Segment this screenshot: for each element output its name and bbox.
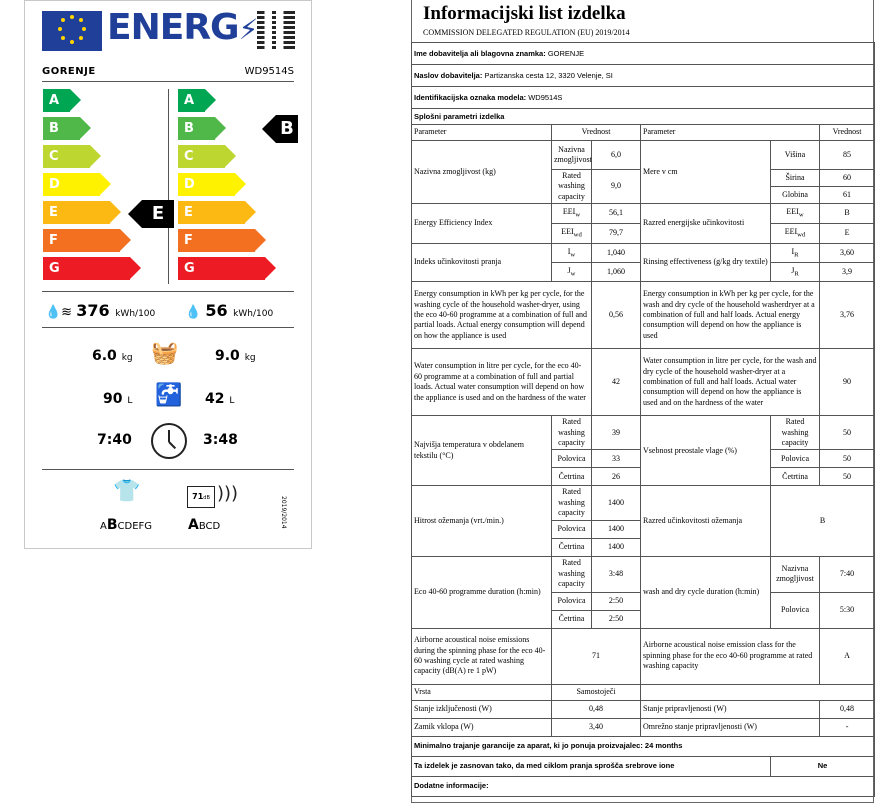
wash-class-bar-d: D bbox=[43, 173, 100, 196]
washdry-class-indicator: B bbox=[276, 115, 298, 143]
washdry-class-bar-c: C bbox=[178, 145, 225, 168]
wash-class-bar-f: F bbox=[43, 229, 120, 252]
wash-duration: 7:40 bbox=[97, 432, 132, 448]
spin-tshirt-icon: 👕 bbox=[113, 479, 141, 504]
wash-class-bar-c: C bbox=[43, 145, 90, 168]
washdry-class-bar-b: B bbox=[178, 117, 215, 140]
wash-class-indicator: E bbox=[142, 200, 174, 228]
wash-class-bar-e: E bbox=[43, 201, 110, 224]
laundry-basket-icon: 🧺 bbox=[151, 341, 179, 366]
wash-water: 90 L bbox=[103, 391, 133, 407]
sheet-regulation: COMMISSION DELEGATED REGULATION (EU) 2019/2014 bbox=[423, 28, 630, 37]
dry-capacity: 9.0 kg bbox=[215, 348, 256, 364]
washdry-class-bar-a: A bbox=[178, 89, 205, 112]
product-information-sheet bbox=[411, 0, 874, 803]
dry-water: 42 L bbox=[205, 391, 235, 407]
speaker-sound-icon: ))) bbox=[217, 483, 239, 504]
washdry-class-bar-g: G bbox=[178, 257, 265, 280]
noise-box: 71dB bbox=[187, 486, 215, 508]
spin-class-scale: ABCDEFG bbox=[100, 517, 153, 533]
washdry-duration: 3:48 bbox=[203, 432, 238, 448]
sheet-title: Informacijski list izdelka bbox=[423, 3, 626, 24]
clock-icon bbox=[151, 423, 187, 459]
washdry-energy: 💧 56 kWh/100 bbox=[185, 301, 274, 320]
energy-title: ENERG⚡ bbox=[107, 7, 258, 48]
sheet-table: Ime dobavitelja ali blagovna znamka: GORENJE Naslov dobavitelja: Partizanska cesta 12, 3320 Velenje, SI Identifikacijska oznaka modela: WD9514S Splošni parametri izdelka Parameter Vrednost Parameter Vrednost Nazivna zmogljivost (kg) Nazivna zmogljivost 6,0 Mere v cm Višina 85 Rated washing capacity 9,0 Širina 60 Globina 61 Energy Efficiency Index $EEI_w$ 56,1 Razred energijske učinkovitosti $EEI_w$ B $EEI_{wd}$ 79,7 $EEI_{wd}$ E Indeks učinkovitosti pranja $I_w$ 1,040 Rinsing effectiveness (g/kg dry textile) $I_R$ 3,60 $J_w$ 1,060 $J_R$ 3,9 Energy consumption in kWh per kg per cycle, for the washing cycle of the household washer-dryer, using the eco 40-60 programme at a combination of full and partial loads. Actual energy consumption will depend on how the appliance is used 0,56 Energy consumption in kWh per kg per cycle, for the wash and dry cycle of the household washerdryer at a combination of full and half loads. Actual energy consumption will depend on how the appliance is used 3,76 Water consumption in litre per cycle, for the eco 40-60 programme at a combination of full and partial loads. Actual water consumption will depend on how the appliance is used and on the hardness of the water 42 Water consumption in litre per cycle, for the wash and dry cycle of the household washer-dryer at a combination of full and half loads. Actual water consumption will depend on how the appliance is used and on the hardness of the water 90 Najvišja temperatura v obdelanem tekstilu (°C) Rated washing capacity 39 Vsebnost preostale vlage (%) Rated washing capacity 50 Polovica 33 Polovica 50 Četrtina 26 Četrtina 50 Hitrost ožemanja (vrt./min.) Rated washing capacity 1400 Razred učinkovitosti ožemanja B Polovica 1400 Četrtina 1400 Eco 40-60 programme duration (h:min) Rated washing capacity 3:48 wash and dry cycle duration (h:min) Nazivna zmogljivost 7:40 Polovica 2:50 Polovica 5:30 Četrtina 2:50 Airborne acoustical noise emissions during the spinning phase for the eco 40-60 washing cycle at rated washing capacity (dB(A) re 1 pW) 71 Airborne acoustical noise emission class for the spinning phase for the eco 40-60 programme at rated washing capacity A Vrsta Samostoječi Stanje izključenosti (W) 0,48 Stanje pripravljenosti (W) 0,48 Zamik vklopa (W) 3,40 Omrežno stanje pripravljenosti (W) - Minimalno trajanje garancije za aparat, ki jo ponuja proizvajalec: 24 months Ta izdelek je zasnovan tako, da med ciklom pranja sprošča srebrove ione Ne Dodatne informacije: bbox=[411, 42, 875, 797]
energy-label bbox=[24, 0, 312, 549]
washdry-class-bar-e: E bbox=[178, 201, 245, 224]
label-regulation: 2019/2014 bbox=[280, 496, 287, 529]
noise-class-scale: ABCD bbox=[188, 517, 221, 533]
label-model: WD9514S bbox=[244, 66, 294, 77]
wash-class-bar-g: G bbox=[43, 257, 130, 280]
label-brand: GORENJE bbox=[42, 66, 96, 77]
wash-capacity: 6.0 kg bbox=[92, 348, 133, 364]
wash-energy: 💧≋ 376 kWh/100 bbox=[45, 301, 156, 320]
wash-class-bar-b: B bbox=[43, 117, 80, 140]
eu-flag-icon bbox=[42, 11, 102, 51]
washdry-class-bar-f: F bbox=[178, 229, 255, 252]
wash-class-bar-a: A bbox=[43, 89, 70, 112]
washdry-class-bar-d: D bbox=[178, 173, 235, 196]
water-tap-icon: 🚰 bbox=[155, 383, 183, 408]
